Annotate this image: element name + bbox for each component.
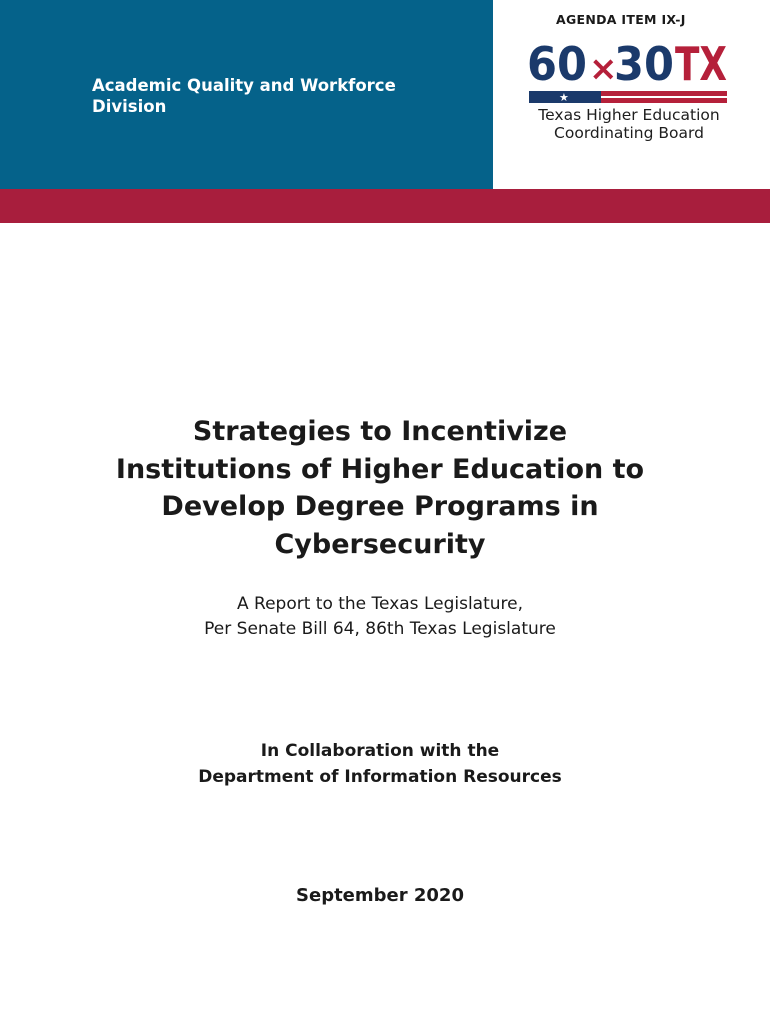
star-icon: ★ [559, 91, 569, 104]
collaboration-note [85, 738, 675, 790]
logo-number-left: 60 [527, 37, 587, 91]
60x30tx-logo-mark [527, 38, 727, 108]
report-title [85, 413, 675, 563]
logo-flag-stripe-bottom [601, 98, 727, 103]
title-line-2: Institutions of Higher Education to [115, 453, 645, 485]
agenda-item-label: AGENDA ITEM IX-J [556, 12, 686, 27]
logo-number-right: 30 [614, 37, 674, 91]
title-line-3: Develop Degree Programs in [161, 491, 599, 522]
logo-times: × [589, 49, 618, 89]
logo-state: TX [675, 37, 727, 91]
board-name-line-1: Texas Higher Education [538, 106, 720, 124]
division-line-2: Division [92, 97, 167, 116]
board-name [536, 106, 722, 142]
report-subtitle [85, 592, 675, 642]
logo-flag-stripe-top [601, 91, 727, 96]
subtitle-line-2: Per Senate Bill 64, 86th Texas Legislature [204, 619, 556, 639]
title-line-1: Strategies to Incentivize [192, 416, 568, 447]
report-date: September 2020 [296, 885, 464, 906]
collaboration-line-2: Department of Information Resources [198, 767, 562, 787]
division-name [92, 75, 432, 117]
division-line-1: Academic Quality and Workforce [92, 76, 396, 95]
board-name-line-2: Coordinating Board [554, 124, 704, 142]
subtitle-line-1: A Report to the Texas Legislature, [236, 594, 524, 614]
title-line-4: Cybersecurity [274, 528, 486, 560]
collaboration-line-1: In Collaboration with the [260, 741, 500, 761]
header-red-band [0, 189, 770, 223]
